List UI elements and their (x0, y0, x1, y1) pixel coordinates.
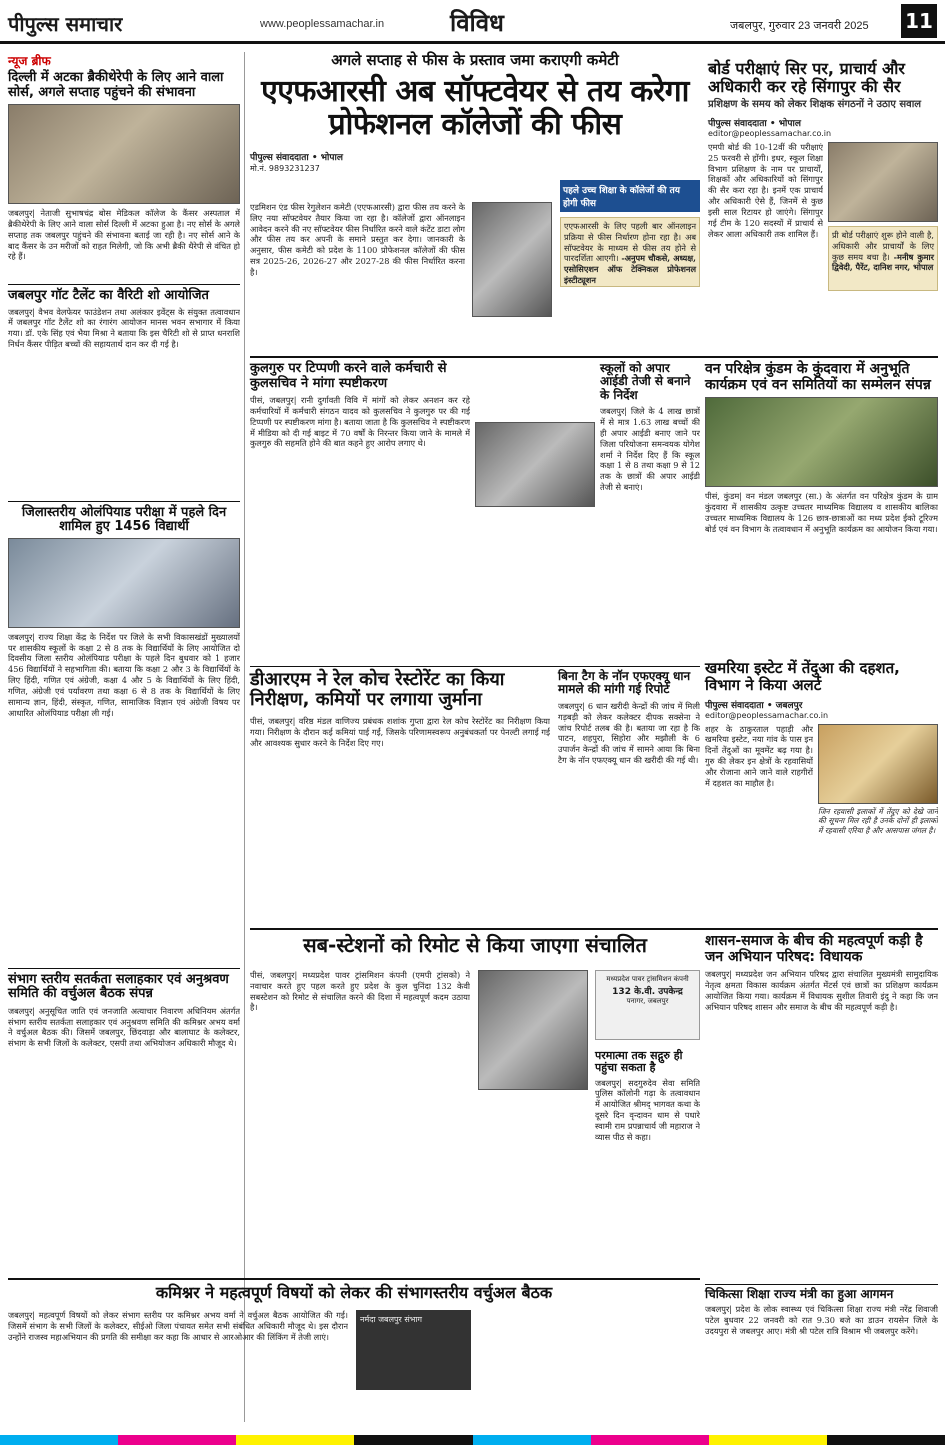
sign-text: मध्यप्रदेश पावर ट्रांसमिशन कंपनी (606, 975, 689, 983)
khamariya-story (705, 660, 938, 920)
story-body: जबलपुर| राज्य शिक्षा केंद्र के निर्देश पर जिले के सभी विकासखंडों मुख्यालयों पर शासकीय स्कूलों के कक्षा 2 से 8 तक के विद्यार्थियों के लिए आयोजित दो दिवसीय जिला स्तरीय ओलंपियाड परीक्षा के पहले दिन बुधवार को 1 हजार 456 विद्यार्थियों ने सहभागिता की। बताया कि कक्षा 2 और 3 के विद्यार्थियों के लिए हिंदी, गणित एवं अंग्रेजी, कक्षा 4 और 5 के विद्यार्थियों के लिए हिंदी, गणित, अंग्रेजी एवं पर्यावरण तथा कक्षा 6 से 8 तक के विद्यार्थियों के लिए सामान्य ज्ञान, हिंदी, संस्कृत, गणित, सामाजिक विज्ञान एवं अंग्रेजी विषय पर आधारित ओलंपियाड परीक्षा ली गई। (8, 631, 240, 718)
lead-body: एडमिशन एंड फीस रेगुलेशन कमेटी (एएफआरसी) द्वारा फीस तय करने के लिए नया सॉफ्टवेयर तैयार किया जा रहा है। कॉलेजों द्वारा ऑनलाइन आवेदन करने की नए सॉफ्टवेयर फीस निर्धारित करने वाले कंटेंट डाटा लोग और फीस तय कर अपनी के समाने प्रस्तुत कर देगा। जानकारी के अनुसार, फीस कमेटी को प्रदेश के 1100 प्रोफेशनल कॉलेजों की फीस सत्र 2025-26, 2026-27 और 2027-28 की फीस निर्धारित करना है। (250, 202, 465, 277)
section-rule (250, 356, 938, 358)
leopard-photo (818, 724, 938, 804)
university-photo (475, 422, 595, 507)
board-story (708, 60, 938, 330)
registration-strip (0, 1435, 945, 1445)
sign-text: 132 के.वी. उपकेन्द्र (612, 987, 683, 997)
story-headline: डीआरएम ने रेल कोच रेस्टोरेंट का किया निरीक्षण, कमियों पर लगाया जुर्माना (250, 669, 505, 711)
story-headline: जिलास्तरीय ओलंपियाड परीक्षा में पहले दिन शामिल हुए 1456 विद्यार्थी (8, 501, 240, 535)
photo-caption: जिन रहवासी इलाकों में तेंदुए को देखे जाने की सूचना मिल रही है उनके दोनों ही इलाकों में रहवासी एरिया है और आसपास जंगल है। (818, 806, 938, 836)
lead-kicker: अगले सप्ताह से फीस के प्रस्ताव जमा कराएगी कमेटी (331, 51, 619, 69)
email[interactable]: editor@peoplessamachar.co.in (708, 129, 832, 138)
story-body: एमपी बोर्ड की 10-12वीं की परीक्षाएं 25 फरवरी से होंगी। इधर, स्कूल शिक्षा विभाग प्रशिक्षण के नाम पर प्राचार्यों, शिक्षकों और अधिकारियों को सिंगापुर की सैर करा रहा है। इनमें एक प्राचार्य और अधिकारी ऐसे हैं, जिनमें से कुछ इसी साल रिटायर हो जाएंगे। सिंगापुर गई टीम के 120 सदस्यों में प्राचार्य से लेकर आला अधिकारी तक शामिल हैं। (708, 142, 823, 239)
story-body: पीसं, जबलपुर| वरिष्ठ मंडल वाणिज्य प्रबंधक शशांक गुप्ता द्वारा रेल कोच रेस्टोरेंट का निरीक्षण किया गया। निरीक्षण के दौरान कई कमियां पाई गईं, जिसके परिणामस्वरूप अनुबंधकर्ता पर पेनल्टी लगाई गई और आवश्यक सुधार करने के निर्देश दिए गए। (250, 716, 550, 748)
lead-headline: एएफआरसी अब सॉफ्टवेयर से तय करेगा प्रोफेशनल कॉलेजों की फीस (261, 73, 689, 143)
schools-story (600, 362, 700, 662)
story-body: जबलपुर| नेताजी सुभाषचंद्र बोस मेडिकल कॉलेज के कैंसर अस्पताल में ब्रैकीथेरेपी के लिए आने वाला सोर्स दिल्ली में अटका हुआ है। नए सोर्स के अगले सप्ताह तक जबलपुर पहुंचने की संभावना बताई जा रही है। नए सोर्स आने के बाद कैंसर के उन मरीजों को राहत मिलेगी, जो कि अभी ब्रैकी थैरेपी से वंचित हो रहे हैं। (8, 208, 240, 262)
medical-story (705, 1284, 938, 1424)
hospital-photo (8, 104, 240, 204)
story-body: शहर के ठाकुरताल पहाड़ी और खमरिया इस्टेट, नया गांव के पास इन दिनों तेंदुओं का मूवमेंट बढ़ गया है। गुरु की लेकर इन क्षेत्रों के रहवासियों और रोजाना आने जाने वाले राहगीरों में दहशत का माहौल है। (705, 723, 813, 788)
story-headline: परमात्मा तक सद्गुरु ही पहुंचा सकता है (595, 1049, 683, 1075)
story-body: जबलपुर| महत्वपूर्ण विषयों को लेकर संभाग स्तरीय पर कमिश्नर अभय वर्मा ने वर्चुअल बैठक आयोजित की गई। जिसमें संभाग के सभी जिलों के कलेक्टर, सीईओ जिला पंचायत समेत सभी संबंधित अधिकारी मौजूद थे। इस दौरान उन्होंने राजस्व महाअभियान की प्रगति की समीक्षा कर कहा कि आधार से आरओआर की लिंकिंग में तेजी लाएं। (8, 1310, 348, 1342)
quote-text: एएफआरसी के लिए पहली बार ऑनलाइन प्रक्रिया से फीस निर्धारण होना रहा है। अब सॉफ्टवेयर के माध्यम से फीस तय होने से पारदर्शिता आएगी। (564, 221, 696, 264)
website-link[interactable]: www.peoplessamachar.in (260, 18, 385, 30)
email[interactable]: editor@peoplessamachar.co.in (705, 710, 829, 720)
story-headline: संभाग स्तरीय सतर्कता सलाहकार एवं अनुश्रवण समिति की वर्चुअल बैठक संपन्न (8, 968, 240, 1002)
lead-label: पहले उच्च शिक्षा के कॉलेजों की तय होगी फीस (560, 180, 700, 212)
brand-logo: पीपुल्स समाचार (8, 12, 123, 36)
story-subhead: प्रशिक्षण के समय को लेकर शिक्षक संगठनों ने उठाए सवाल (708, 98, 922, 110)
story-body: जबलपुर| प्रदेश के लोक स्वास्थ्य एवं चिकित्सा शिक्षा राज्य मंत्री नरेंद्र शिवाजी पटेल बुधवार 22 जनवरी को रात 9.30 बजे का डाउन रायसेन जिले के उदयपुरा से जबलपुर आए। मंत्री श्री पटेल रात्रि विश्राम भी जबलपुर करेंगे। (705, 1304, 938, 1337)
story-body: जबलपुर| अनुसूचित जाति एवं जनजाति अत्याचार निवारण अधिनियम अंतर्गत संभाग स्तरीय सतर्कता सलाहकार एवं अनुश्रवण समिति की कमिश्नर अभय वर्मा ने वर्चुअल बैठक की। जिसमें जबलपुर, छिंदवाड़ा और बालाघाट के कलेक्टर, संभाग के सभी जिलों के कलेक्टर, एसपी तथा अभियोजन अधिकारी मौजूद थे। (8, 1005, 240, 1049)
section-rule (250, 666, 700, 667)
story-headline: बोर्ड परीक्षाएं सिर पर, प्राचार्य और अधिकारी कर रहे सिंगापुर की सैर (708, 59, 905, 96)
quote-author: -अनुपम चौकसे, अध्यक्ष, एसोसिएशन ऑफ टेक्निकल प्रोफेशनल इंस्टीट्यूशन (564, 253, 696, 286)
story-body: जबलपुर| वैभव वेलफेयर फाउंडेशन तथा अलंकार इवेंट्स के संयुक्त तत्वावधान में जबलपुर गॉट टैलेंट शो का रंगारंग आयोजन मानस भवन सभागार में किया गया। डॉ. एके सिंह एवं भैया मिश्रा ने बताया कि इस चैरिटी शो से प्राप्त धनराशि निर्धन कैंसर पीड़ित बच्चों की सहायतार्थ दान कर दी गई है। (8, 306, 240, 350)
story-headline: खमरिया इस्टेट में तेंदुआ की दहशत, विभाग ने किया अलर्ट (705, 659, 900, 694)
quote-box (828, 226, 938, 291)
page-number: 11 (901, 4, 937, 38)
drm-story (250, 670, 550, 920)
dateline: जबलपुर, गुरुवार 23 जनवरी 2025 (730, 20, 869, 32)
byline: पीपुल्स संवाददाता • जबलपुर (705, 700, 803, 711)
jan-abhiyan-story (705, 934, 938, 1264)
photo-label: नर्मदा जबलपुर संभाग (360, 1315, 422, 1324)
story-headline: स्कूलों को अपार आईडी तेजी से बनाने के निर्देश (600, 361, 691, 402)
news-brief-tag: न्यूज ब्रीफ (8, 54, 51, 68)
substation-sign (595, 970, 700, 1040)
story-headline: सब-स्टेशनों को रिमोट से किया जाएगा संचालित (303, 933, 647, 957)
kulguru-story (250, 362, 470, 662)
left-column (8, 52, 240, 1382)
portrait-photo (828, 142, 938, 222)
event-photo (705, 397, 938, 487)
story-body: जबलपुर| मध्यप्रदेश जन अभियान परिषद द्वारा संचालित मुख्यमंत्री सामुदायिक नेतृत्व क्षमता विकास कार्यक्रम अंतर्गत मेंटर्स एवं छात्रों का प्रशिक्षण कार्यक्रम आयोजित किया गया। कार्यक्रम में विधायक सुशील तिवारी इंदु ने कहा कि जन अभियान परिषद शासन और समाज के बीच की महत्वपूर्ण कड़ी है। (705, 969, 938, 1012)
story-body: जबलपुर| 6 धान खरीदी केन्द्रों की जांच में मिली गड़बड़ी को लेकर कलेक्टर दीपक सक्सेना ने जांच रिपोर्ट तलब की है। बताया जा रहा है कि पाटन, शहपुरा, सिहोरा और मझौली के 6 उपार्जन केन्द्रों की जांच में सामने आया कि बिना टैग के नॉन एफएक्यू धान की खरीदी की गई थी। (558, 700, 700, 766)
story-headline: वन परिक्षेत्र कुंडम के कुंदवारा में अनुभूति कार्यक्रम एवं वन समितियों का सम्मेलन संपन्न (705, 361, 931, 393)
story-body: जबलपुर| जिले के 4 लाख छात्रों में से मात्र 1.63 लाख बच्चों की ही अपार आईडी बनाए जाने पर जिला परियोजना समन्वयक योगेश शर्मा ने निर्देश दिए हैं कि स्कूल कक्षा 1 से 8 तथा कक्षा 9 से 12 तक के छात्रों की अपार आईडी तेजी से बनाएं। (600, 406, 700, 493)
story-headline: दिल्ली में अटका ब्रैकीथेरेपी के लिए आने वाला सोर्स, अगले सप्ताह पहुंचने की संभावना (8, 70, 224, 100)
mobile-number: मो.नं. 9893231237 (250, 163, 320, 173)
story-body: पीसं, कुंडम| वन मंडल जबलपुर (सा.) के अंतर्गत वन परिक्षेत्र कुंडम के ग्राम कुंदवारा में शासकीय उत्कृष्ट उच्चतर माध्यमिक विद्यालय व शासकीय बालिका उच्चतर माध्यमिक विद्यालय के 126 छात्र-छात्राओं का मध्य प्रदेश ईको टूरिज्म बोर्ड एवं वन विभाग के तत्वावधान में अनुभूति कार्यक्रम का आयोजन किया गया। (705, 491, 938, 534)
section-rule (250, 928, 938, 930)
byline: पीपुल्स संवाददाता • भोपाल (708, 119, 801, 129)
section-title: विविध (450, 9, 504, 37)
quote-box (560, 217, 700, 287)
story-headline: कमिश्नर ने महत्वपूर्ण विषयों को लेकर की संभागस्तरीय वर्चुअल बैठक (155, 1283, 553, 1302)
story-headline: चिकित्सा शिक्षा राज्य मंत्री का हुआ आगमन (705, 1284, 938, 1301)
story-headline: शासन-समाज के बीच की महत्वपूर्ण कड़ी है जन अभियान परिषद: विधायक (705, 933, 923, 965)
quote-author: -मनीष कुमार द्विवेदी, पैरेंट, दानिश नगर, भोपाल (832, 251, 934, 273)
story-body: पीसं, जबलपुर| मध्यप्रदेश पावर ट्रांसमिशन कंपनी (एमपी ट्रांसको) ने नवाचार करते हुए पहल करते हुए प्रदेश के कुल चुनिंदा 132 केवी सबस्टेशन को रिमोट से संचालित करने की दिशा में महत्वपूर्ण कदम उठाया है। (250, 970, 470, 1013)
meeting-photo (356, 1310, 471, 1390)
commissioner-story (8, 1284, 700, 1424)
story-body: पीसं, जबलपुर| रानी दुर्गावती विवि में मांगों को लेकर अनशन कर रहे कर्मचारियों में कर्मचारी संगठन यादव को कुलसचिव ने कुलगुरु पर की गई टिप्पणी पर स्पष्टीकरण मांगा है। बताया जाता है कि कुलसचिव ने स्पष्टीकरण में मीडिया को दी गई बाइट में 70 वर्षों के निरन्तर किया जाने के मामले में कुलगुरु की सहमति होने की बात कहने हुए आरोप लगाए थे। (250, 395, 470, 449)
classroom-photo (8, 538, 240, 628)
story-headline: कुलगुरु पर टिप्पणी करने वाले कर्मचारी से कुलसचिव ने मांगा स्पष्टीकरण (250, 361, 447, 391)
byline: पीपुल्स संवाददाता • भोपाल (250, 152, 343, 163)
section-rule (8, 1278, 700, 1280)
sadguru-story (595, 1050, 700, 1270)
story-headline: जबलपुर गॉट टैलेंट का वैरिटी शो आयोजित (8, 284, 240, 304)
building-photo (472, 202, 552, 317)
nonfaq-story (558, 670, 700, 920)
story-body: जबलपुर| सदगुरुदेव सेवा समिति पुलिस कॉलोनी गढ़ा के तत्वावधान में आयोजित श्रीमद् भागवत कथा के दूसरे दिन वृन्दावन धाम से पधारे स्वामी राम प्रपन्नाचार्य जी महाराज ने व्यास पीठ से कहा। (595, 1077, 700, 1142)
sign-text: पनागर, जबलपुर (626, 997, 669, 1005)
substation-photo (478, 970, 588, 1090)
quote-text: प्री बोर्ड परीक्षाएं शुरू होने वाली है, अधिकारी और प्राचार्यों के लिए कुछ समय बचा है। (832, 230, 934, 262)
lead-story (250, 52, 700, 352)
column-divider (244, 52, 245, 1422)
masthead (0, 0, 945, 44)
story-headline: बिना टैग के नॉन एफएक्यू धान मामले की मांगी गई रिपोर्ट (558, 669, 691, 697)
kundam-story (705, 362, 938, 652)
